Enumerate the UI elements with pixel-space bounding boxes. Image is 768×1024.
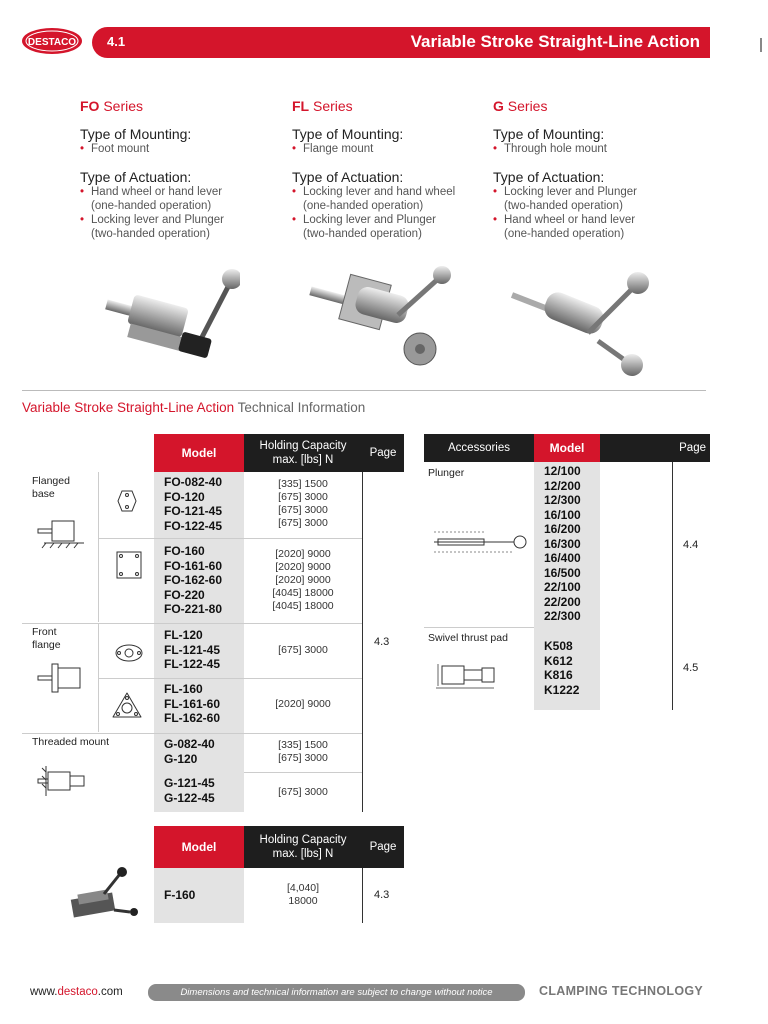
front-flange-diagram	[34, 660, 86, 696]
model-cell: K1222	[544, 682, 580, 697]
flanged-base-diagram	[34, 515, 86, 551]
page-cell: 4.3	[374, 636, 390, 648]
row-divider	[98, 678, 362, 679]
fo-clamp-image	[100, 265, 240, 375]
header-holding-capacity: Holding Capacity max. [lbs] N	[244, 434, 362, 472]
model-cell: K612	[544, 653, 573, 668]
actuation-note: (two-handed operation)	[91, 228, 210, 240]
flange-triangle-icon	[110, 690, 144, 722]
header-page: Page	[600, 434, 710, 462]
divider	[22, 390, 706, 391]
actuation-item: • Locking lever and hand wheel	[292, 185, 492, 199]
series-title: FL Series	[292, 98, 353, 114]
flange-2-hole-icon	[116, 487, 138, 515]
actuation-item: • Locking lever and Plunger	[80, 213, 280, 227]
flange-oval-icon	[114, 639, 144, 667]
flange-4-hole-icon	[114, 549, 144, 581]
model-cell: FO-121-45	[164, 504, 223, 518]
destaco-logo	[20, 26, 84, 58]
actuation-note: (two-handed operation)	[303, 228, 422, 240]
model-cell: 12/200	[544, 478, 581, 493]
model-cell: 22/200	[544, 594, 581, 609]
page-tab-marker	[760, 38, 768, 52]
model-cell: FO-162-60	[164, 573, 223, 587]
mounting-heading: Type of Mounting:	[80, 126, 192, 142]
mounting-heading: Type of Mounting:	[292, 126, 404, 142]
column-divider	[362, 868, 363, 923]
header-page: Page	[362, 826, 404, 868]
capacity-group: [335] 1500 [675] 3000	[278, 739, 328, 764]
model-cell: 16/400	[544, 551, 581, 565]
model-cell: 16/100	[544, 507, 581, 522]
swivel-thrust-pad-diagram	[432, 658, 512, 694]
column-divider	[362, 472, 363, 812]
row-divider	[22, 623, 362, 624]
model-cell: G-122-45	[164, 790, 215, 805]
model-cell: 16/200	[544, 522, 581, 536]
series-column-fo	[80, 98, 280, 241]
model-cell: FL-162-60	[164, 711, 221, 725]
model-cell: K508	[544, 639, 573, 653]
row-divider	[22, 733, 362, 734]
actuation-heading: Type of Actuation:	[292, 169, 404, 185]
model-cell: FO-160	[164, 544, 205, 558]
model-cell: 16/300	[544, 536, 581, 551]
actuation-note: (one-handed operation)	[303, 200, 424, 212]
page-cell: 4.5	[683, 662, 699, 674]
actuation-heading: Type of Actuation:	[80, 169, 192, 185]
model-group	[154, 544, 244, 617]
footer-brand: CLAMPING TECHNOLOGY	[539, 984, 704, 998]
row-divider	[244, 772, 362, 773]
capacity-cell: [675] 3000	[278, 644, 328, 656]
column-divider	[672, 462, 673, 710]
header-holding-capacity: Holding Capacity max. [lbs] N	[244, 826, 362, 868]
threaded-mount-diagram	[36, 764, 90, 798]
series-title: FO Series	[80, 98, 144, 114]
model-cell: FL-121-45	[164, 642, 221, 657]
capacity-group: [2020] 9000 [2020] 9000 [2020] 9000 [4045] 18000 [4045] 18000	[272, 548, 334, 612]
model-cell: 16/500	[544, 565, 581, 580]
model-cell: G-121-45	[164, 776, 215, 790]
series-column-g	[493, 98, 693, 241]
fl-clamp-image	[306, 265, 466, 375]
row-divider	[98, 538, 362, 539]
actuation-item: • Locking lever and Plunger	[493, 185, 693, 199]
model-cell: G-120	[164, 751, 198, 766]
actuation-heading: Type of Actuation:	[493, 169, 605, 185]
section-title: Variable Stroke Straight-Line Action Technical Information	[22, 400, 366, 415]
f160-clamp-image	[64, 866, 140, 922]
section-number: 4.1	[107, 34, 126, 49]
footer-notice: Dimensions and technical information are subject to change without notice	[148, 984, 525, 1001]
actuation-note: (two-handed operation)	[504, 200, 623, 212]
mounting-heading: Type of Mounting:	[493, 126, 605, 142]
row-label-flanged-base: Flanged base	[32, 475, 70, 500]
page-cell: 4.3	[374, 889, 390, 901]
model-cell: 12/100	[544, 464, 581, 478]
model-cell: FL-160	[164, 682, 203, 696]
model-cell: FL-122-45	[164, 657, 221, 671]
model-group	[154, 682, 244, 726]
mounting-item: • Foot mount	[80, 142, 280, 156]
model-cell: K816	[544, 668, 573, 682]
model-cell: 22/300	[544, 609, 581, 623]
svg-text:DESTACO: DESTACO	[27, 37, 77, 48]
actuation-item: • Hand wheel or hand lever	[80, 185, 280, 199]
model-cell: 22/100	[544, 580, 581, 594]
header-model: Model	[154, 826, 244, 868]
plunger-diagram	[428, 527, 532, 557]
model-cell: FL-161-60	[164, 696, 221, 711]
series-column-fl	[292, 98, 492, 241]
actuation-note: (one-handed operation)	[504, 228, 625, 240]
model-group	[154, 737, 244, 766]
model-cell: FL-120	[164, 628, 203, 642]
model-cell: F-160	[154, 868, 244, 923]
actuation-item: • Hand wheel or hand lever	[493, 213, 693, 227]
row-label-front-flange: Front flange	[32, 626, 61, 651]
model-group-plunger	[534, 464, 600, 624]
footer-url[interactable]: www.destaco.com	[30, 986, 123, 998]
capacity-group: [335] 1500 [675] 3000 [675] 3000 [675] 3000	[278, 478, 328, 529]
page-cell: 4.4	[683, 539, 699, 551]
capacity-cell: [2020] 9000	[275, 698, 331, 710]
row-label-threaded-mount: Threaded mount	[32, 736, 110, 748]
capacity-cell: [675] 3000	[278, 786, 328, 798]
actuation-note: (one-handed operation)	[91, 200, 212, 212]
model-cell: FO-120	[164, 489, 205, 504]
accessory-name-plunger: Plunger	[428, 467, 465, 479]
mounting-item: • Through hole mount	[493, 142, 693, 156]
model-group-swivel	[534, 639, 600, 697]
g-clamp-image	[508, 265, 668, 380]
model-cell: FO-220	[164, 587, 205, 602]
capacity-cell: [4,040] 18000	[286, 882, 320, 907]
model-group	[154, 776, 244, 805]
column-divider	[98, 472, 99, 622]
model-cell: FO-122-45	[164, 518, 223, 533]
model-cell: FO-221-80	[164, 602, 223, 616]
model-cell: FO-082-40	[164, 475, 223, 489]
actuation-item: • Locking lever and Plunger	[292, 213, 492, 227]
model-cell: G-082-40	[164, 737, 215, 751]
header-page: Page	[362, 434, 404, 472]
row-divider	[424, 627, 534, 628]
mounting-item: • Flange mount	[292, 142, 492, 156]
model-cell: FO-161-60	[164, 558, 223, 573]
header-model: Model	[534, 434, 600, 462]
model-group	[154, 628, 244, 672]
accessory-name-swivel: Swivel thrust pad	[428, 632, 508, 644]
header-accessories: Accessories	[424, 434, 534, 462]
series-title: G Series	[493, 98, 548, 114]
model-group	[154, 475, 244, 533]
header-model: Model	[154, 434, 244, 472]
page-title: Variable Stroke Straight-Line Action	[410, 32, 700, 51]
model-cell: 12/300	[544, 493, 581, 507]
